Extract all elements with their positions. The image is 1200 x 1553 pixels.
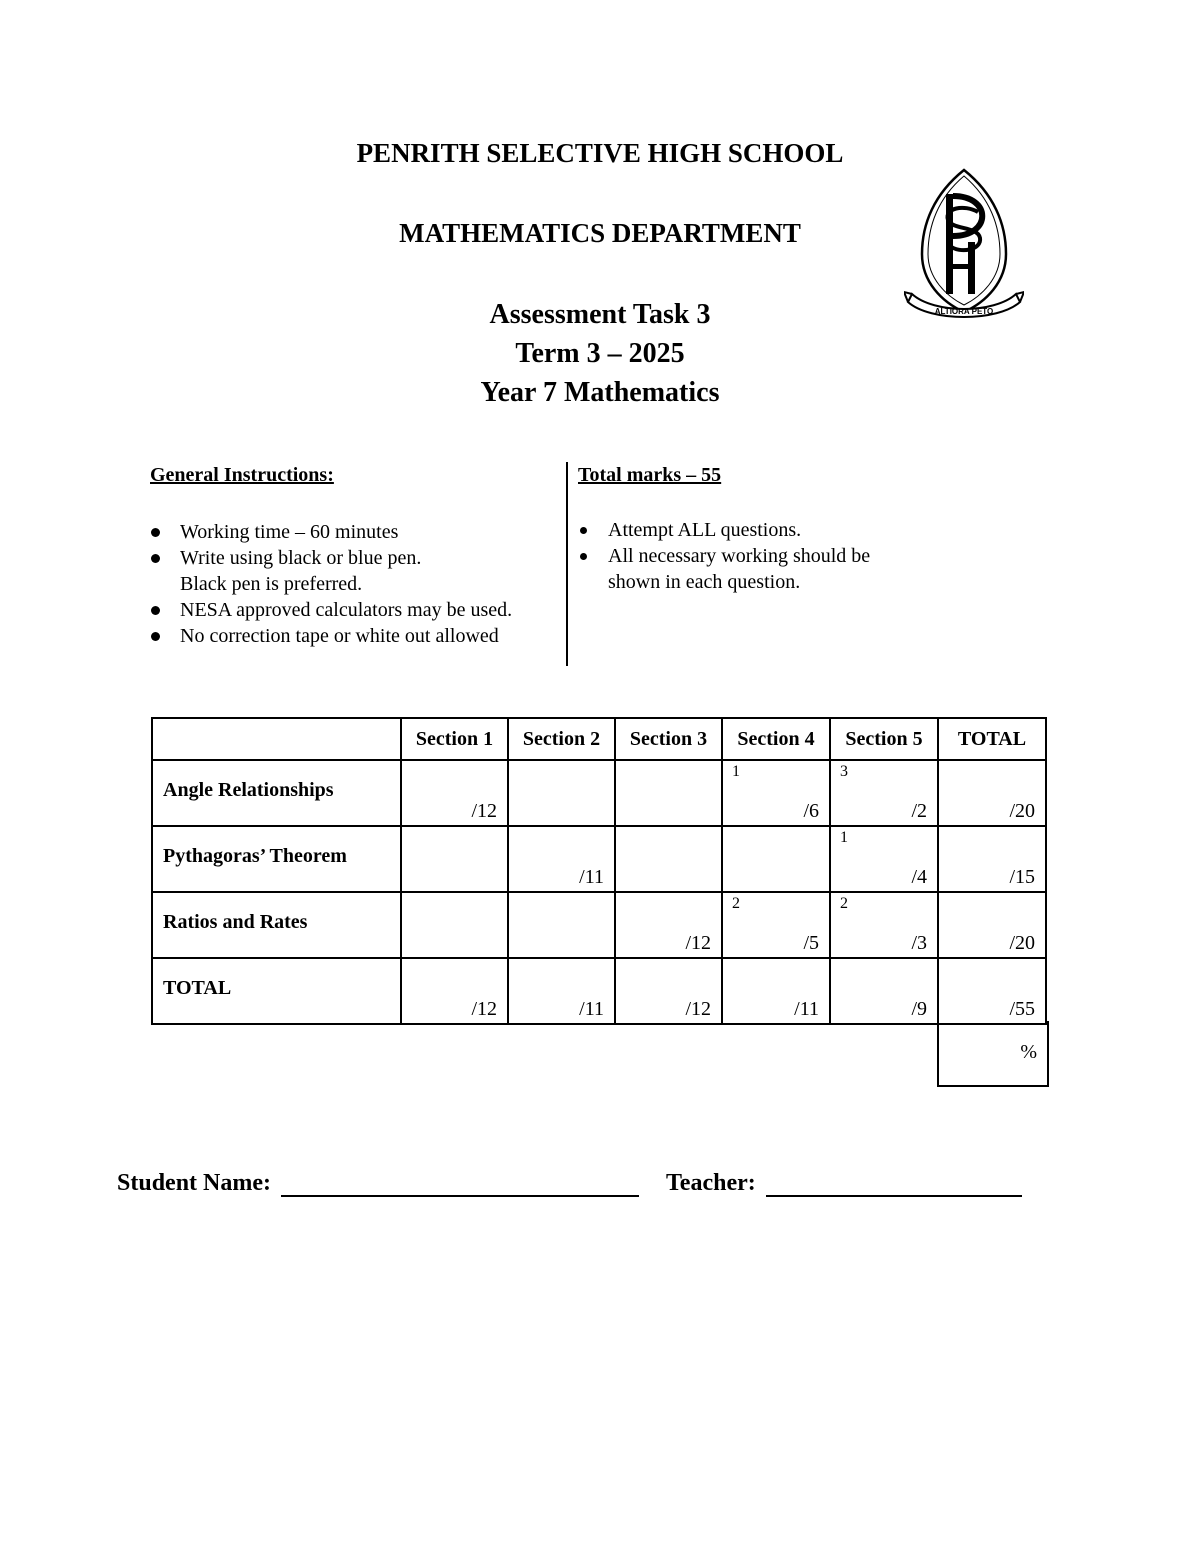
total-marks-list bbox=[576, 517, 870, 595]
task-title: Assessment Task 3 bbox=[489, 299, 711, 330]
list-item-continuation: Black pen is preferred. bbox=[180, 573, 363, 595]
mark-cell: /11 bbox=[508, 826, 615, 892]
mark-cell bbox=[615, 760, 722, 826]
mark-cell: /15 bbox=[938, 826, 1046, 892]
general-instructions-list bbox=[148, 519, 512, 649]
column-header: Section 5 bbox=[830, 718, 938, 760]
list-item: No correction tape or white out allowed bbox=[148, 623, 512, 649]
column-header: Section 3 bbox=[615, 718, 722, 760]
column-header: TOTAL bbox=[938, 718, 1046, 760]
mark-cell: 1 /6 bbox=[722, 760, 830, 826]
percent-symbol: % bbox=[1020, 1041, 1037, 1063]
marks-table bbox=[151, 717, 1047, 1025]
term-title: Term 3 – 2025 bbox=[515, 338, 685, 369]
mark-cell: /12 bbox=[615, 892, 722, 958]
mark-cell: 2 /3 bbox=[830, 892, 938, 958]
row-label: Pythagoras’ Theorem bbox=[152, 826, 401, 892]
bullet-icon bbox=[151, 632, 160, 641]
list-item: Write using black or blue pen. bbox=[148, 545, 512, 571]
column-header: Section 2 bbox=[508, 718, 615, 760]
table-row bbox=[152, 892, 1046, 958]
mark-cell: 1 /4 bbox=[830, 826, 938, 892]
mark-cell: 3 /2 bbox=[830, 760, 938, 826]
teacher-label: Teacher: bbox=[666, 1170, 756, 1196]
general-instructions-heading: General Instructions: bbox=[150, 464, 334, 486]
mark-cell bbox=[508, 760, 615, 826]
row-label: Angle Relationships bbox=[152, 760, 401, 826]
list-item-continuation: shown in each question. bbox=[608, 571, 801, 593]
school-name: PENRITH SELECTIVE HIGH SCHOOL bbox=[356, 138, 844, 168]
mark-cell: /12 bbox=[401, 760, 508, 826]
instructions-divider bbox=[566, 462, 568, 666]
mark-cell: /55 bbox=[938, 958, 1046, 1024]
mark-cell: /20 bbox=[938, 760, 1046, 826]
mark-cell bbox=[401, 892, 508, 958]
mark-cell: /11 bbox=[508, 958, 615, 1024]
department-name: MATHEMATICS DEPARTMENT bbox=[399, 218, 801, 248]
table-row bbox=[152, 826, 1046, 892]
column-header: Section 4 bbox=[722, 718, 830, 760]
list-item: NESA approved calculators may be used. bbox=[148, 597, 512, 623]
mark-cell: /12 bbox=[615, 958, 722, 1024]
table-row bbox=[152, 760, 1046, 826]
mark-cell bbox=[401, 826, 508, 892]
course-title: Year 7 Mathematics bbox=[480, 377, 720, 408]
mark-cell: /12 bbox=[401, 958, 508, 1024]
bullet-icon bbox=[151, 606, 160, 615]
student-name-label: Student Name: bbox=[117, 1170, 271, 1196]
student-name-line[interactable] bbox=[281, 1195, 639, 1197]
table-corner-cell bbox=[152, 718, 401, 760]
mark-cell: /11 bbox=[722, 958, 830, 1024]
bullet-icon bbox=[580, 553, 587, 560]
student-name-field[interactable] bbox=[117, 1170, 639, 1197]
row-label: TOTAL bbox=[152, 958, 401, 1024]
teacher-field[interactable] bbox=[666, 1170, 1022, 1197]
mark-cell: /9 bbox=[830, 958, 938, 1024]
table-header-row bbox=[152, 718, 1046, 760]
list-item: Attempt ALL questions. bbox=[576, 517, 870, 543]
bullet-icon bbox=[151, 528, 160, 537]
table-row-total bbox=[152, 958, 1046, 1024]
list-item: Working time – 60 minutes bbox=[148, 519, 512, 545]
column-header: Section 1 bbox=[401, 718, 508, 760]
bullet-icon bbox=[151, 554, 160, 563]
bullet-icon bbox=[580, 527, 587, 534]
mark-cell: /20 bbox=[938, 892, 1046, 958]
list-item: All necessary working should be bbox=[576, 543, 870, 569]
svg-text:ALTIORA PETO: ALTIORA PETO bbox=[934, 307, 994, 316]
percentage-box bbox=[937, 1021, 1049, 1087]
mark-cell bbox=[615, 826, 722, 892]
school-crest-logo bbox=[904, 164, 1024, 334]
mark-cell bbox=[722, 826, 830, 892]
row-label: Ratios and Rates bbox=[152, 892, 401, 958]
mark-cell: 2 /5 bbox=[722, 892, 830, 958]
total-marks-heading: Total marks – 55 bbox=[578, 464, 722, 486]
mark-cell bbox=[508, 892, 615, 958]
teacher-line[interactable] bbox=[766, 1195, 1022, 1197]
